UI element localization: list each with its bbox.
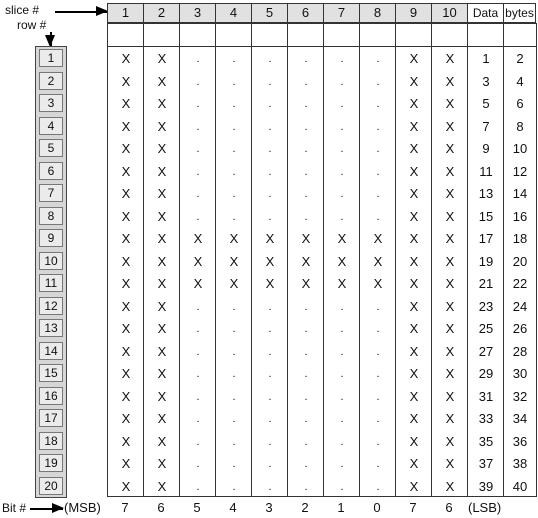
bit-cell: . xyxy=(268,323,272,335)
bit-cell: . xyxy=(232,143,236,155)
byte-number-cell: 32 xyxy=(512,388,528,404)
bit-cell: . xyxy=(340,143,344,155)
bit-cell: . xyxy=(268,165,272,178)
bit-cell: . xyxy=(268,143,272,155)
bit-cell: X xyxy=(121,73,131,89)
bit-cell: X xyxy=(157,478,167,494)
bit-number: 4 xyxy=(229,500,237,515)
slice-header-cell: 7 xyxy=(323,3,360,23)
bit-cell: X xyxy=(445,343,455,359)
bit-cell: X xyxy=(121,51,131,66)
bit-cell: X xyxy=(121,298,131,314)
bit-cell: X xyxy=(157,73,167,89)
bit-cell: X xyxy=(445,141,455,156)
bit-cell: X xyxy=(157,96,167,111)
bit-cell: . xyxy=(304,345,308,358)
bit-cell: . xyxy=(268,345,272,358)
byte-number-cell: 26 xyxy=(512,321,528,336)
bit-number: 3 xyxy=(265,500,273,515)
bit-cell: . xyxy=(376,210,380,223)
bit-cell: . xyxy=(196,53,200,65)
bit-cell: X xyxy=(445,321,455,336)
slice-label: slice # xyxy=(5,3,40,17)
bit-cell: X xyxy=(121,163,131,179)
bit-cell: X xyxy=(157,208,167,224)
byte-number-cell: 4 xyxy=(516,73,524,89)
bit-cell: . xyxy=(304,435,308,448)
byte-number-cell: 3 xyxy=(482,73,490,89)
bit-cell: . xyxy=(340,165,344,178)
bit-cell: X xyxy=(409,208,419,224)
bit-cell: . xyxy=(268,390,272,403)
bit-cell: X xyxy=(445,276,455,291)
slice-arrow-icon xyxy=(55,11,107,13)
bit-cell: X xyxy=(121,208,131,224)
bit-cell: X xyxy=(121,433,131,449)
bit-cell: . xyxy=(196,300,200,313)
bit-cell: X xyxy=(121,343,131,359)
bit-cell: X xyxy=(445,231,455,246)
row-number-cell: 19 xyxy=(39,454,63,472)
bit-cell: X xyxy=(157,321,167,336)
row-number-cell: 4 xyxy=(39,117,63,135)
bit-number: 6 xyxy=(445,500,453,515)
bit-cell: . xyxy=(268,210,272,223)
bit-cell: . xyxy=(196,98,200,110)
bit-cell: . xyxy=(376,413,380,425)
row-number-cell: 12 xyxy=(39,297,63,315)
row-label: row # xyxy=(17,18,47,32)
bit-cell: X xyxy=(409,321,419,336)
slice-header-cell: 2 xyxy=(143,3,180,23)
bit-cell: X xyxy=(157,298,167,314)
byte-number-cell: 38 xyxy=(512,456,528,471)
bit-cell: X xyxy=(445,411,455,426)
slice-header-cell: 4 xyxy=(215,3,252,23)
byte-number-cell: 20 xyxy=(512,253,528,269)
byte-number-cell: 12 xyxy=(512,163,528,179)
bit-number: 6 xyxy=(157,500,165,515)
msb-label: (MSB) xyxy=(64,500,101,515)
bit-cell: . xyxy=(196,165,200,178)
row-number-cell: 2 xyxy=(39,72,63,90)
bit-cell: . xyxy=(304,480,308,493)
bit-cell: . xyxy=(304,53,308,65)
bit-cell: X xyxy=(157,456,167,471)
bit-cell: . xyxy=(196,75,200,88)
byte-number-cell: 2 xyxy=(516,51,524,66)
bit-cell: X xyxy=(121,253,131,269)
row-number-cell: 9 xyxy=(39,229,63,247)
bit-cell: X xyxy=(373,276,383,291)
bit-cell: . xyxy=(340,120,344,133)
bit-cell: X xyxy=(121,118,131,134)
byte-number-cell: 9 xyxy=(482,141,490,156)
byte-number-cell: 17 xyxy=(478,231,494,246)
bit-cell: . xyxy=(232,53,236,65)
bit-cell: . xyxy=(340,413,344,425)
bit-cell: . xyxy=(304,368,308,380)
byte-number-cell: 28 xyxy=(512,343,528,359)
bit-cell: X xyxy=(409,73,419,89)
bit-number: 7 xyxy=(409,500,417,515)
bit-cell: . xyxy=(268,458,272,470)
bit-cell: . xyxy=(232,458,236,470)
bit-cell: X xyxy=(409,253,419,269)
bit-cell: X xyxy=(337,253,347,269)
bit-cell: X xyxy=(301,276,311,291)
bit-cell: . xyxy=(376,165,380,178)
row-number-cell: 5 xyxy=(39,139,63,157)
bit-cell: . xyxy=(232,435,236,448)
slice-header-cell: 6 xyxy=(287,3,324,23)
bit-cell: . xyxy=(376,435,380,448)
bit-cell: . xyxy=(196,390,200,403)
bit-cell: . xyxy=(340,53,344,65)
bit-cell: X xyxy=(157,118,167,134)
bit-cell: X xyxy=(157,253,167,269)
bit-cell: . xyxy=(340,390,344,403)
bit-cell: X xyxy=(157,231,167,246)
byte-number-cell: 18 xyxy=(512,231,528,246)
bit-cell: . xyxy=(304,98,308,110)
bit-cell: X xyxy=(121,141,131,156)
bit-number-row xyxy=(107,500,467,516)
bit-arrow-icon xyxy=(30,508,63,510)
byte-number-cell: 25 xyxy=(478,321,494,336)
row-number-cell: 7 xyxy=(39,184,63,202)
bit-cell: X xyxy=(445,163,455,179)
bit-cell: . xyxy=(376,98,380,110)
slice-header-cell: 8 xyxy=(359,3,396,23)
bit-cell: . xyxy=(304,120,308,133)
bit-cell: . xyxy=(196,143,200,155)
bit-cell: X xyxy=(229,253,239,269)
bit-cell: . xyxy=(196,458,200,470)
byte-number-cell: 11 xyxy=(479,163,493,179)
bit-cell: X xyxy=(409,231,419,246)
bit-cell: . xyxy=(196,480,200,493)
bit-cell: X xyxy=(337,231,347,246)
bit-cell: X xyxy=(445,456,455,471)
row-number-column xyxy=(35,46,67,498)
bit-cell: . xyxy=(268,300,272,313)
bit-cell: X xyxy=(445,388,455,404)
row-number-cell: 1 xyxy=(39,49,63,67)
row-number-cell: 13 xyxy=(39,319,63,337)
bit-cell: . xyxy=(376,300,380,313)
bit-cell: . xyxy=(304,143,308,155)
bit-cell: X xyxy=(409,478,419,494)
byte-number-cell: 37 xyxy=(478,456,494,471)
bit-cell: . xyxy=(232,188,236,200)
bit-cell: X xyxy=(445,478,455,494)
bit-cell: X xyxy=(373,253,383,269)
bit-cell: . xyxy=(232,323,236,335)
bit-cell: X xyxy=(445,51,455,66)
row-number-cell: 8 xyxy=(39,207,63,225)
bit-cell: . xyxy=(340,323,344,335)
byte-number-cell: 7 xyxy=(482,118,490,134)
byte-number-cell: 16 xyxy=(512,208,528,224)
byte-number-cell: 35 xyxy=(478,433,494,449)
row-divider xyxy=(108,46,536,47)
bit-cell: . xyxy=(232,390,236,403)
bit-cell: X xyxy=(445,73,455,89)
bit-cell: X xyxy=(157,366,167,381)
bit-cell: . xyxy=(376,458,380,470)
bit-cell: . xyxy=(232,413,236,425)
bit-cell: . xyxy=(376,53,380,65)
bit-cell: X xyxy=(445,298,455,314)
bit-cell: . xyxy=(340,210,344,223)
bit-cell: X xyxy=(157,343,167,359)
bit-cell: . xyxy=(196,345,200,358)
byte-number-cell: 39 xyxy=(478,478,494,494)
byte-number-cell: 14 xyxy=(512,186,528,201)
slice-header-cell: 1 xyxy=(107,3,144,23)
bit-cell: X xyxy=(193,231,203,246)
bit-number: 0 xyxy=(373,500,381,515)
bit-cell: . xyxy=(232,120,236,133)
slice-header-cell: Data xyxy=(467,3,504,23)
byte-number-cell: 36 xyxy=(512,433,528,449)
bit-cell: . xyxy=(340,98,344,110)
bit-cell: . xyxy=(340,368,344,380)
bit-cell: . xyxy=(376,75,380,88)
bit-cell: X xyxy=(373,231,383,246)
bit-cell: . xyxy=(196,368,200,380)
bit-cell: . xyxy=(232,75,236,88)
byte-number-cell: 40 xyxy=(512,478,528,494)
bit-cell: X xyxy=(409,298,419,314)
byte-number-cell: 30 xyxy=(512,366,528,381)
bit-cell: . xyxy=(232,210,236,223)
row-number-cell: 6 xyxy=(39,162,63,180)
bit-cell: X xyxy=(193,253,203,269)
bit-cell: . xyxy=(376,188,380,200)
row-number-cell: 15 xyxy=(39,364,63,382)
bit-cell: . xyxy=(268,98,272,110)
bit-cell: X xyxy=(409,411,419,426)
bit-cell: X xyxy=(157,411,167,426)
slice-header-cell: 3 xyxy=(179,3,216,23)
bit-cell: . xyxy=(232,480,236,493)
bit-cell: . xyxy=(268,188,272,200)
row-number-cell: 18 xyxy=(39,432,63,450)
bit-cell: X xyxy=(121,366,131,381)
bit-cell: . xyxy=(232,368,236,380)
bit-cell: X xyxy=(445,186,455,201)
bit-cell: X xyxy=(409,141,419,156)
bit-cell: . xyxy=(232,300,236,313)
bit-cell: X xyxy=(409,163,419,179)
bit-cell: X xyxy=(121,276,131,291)
slice-header xyxy=(107,3,535,23)
slice-header-cell: 5 xyxy=(251,3,288,23)
bit-number: 5 xyxy=(193,500,201,515)
bit-cell: X xyxy=(121,456,131,471)
bit-cell: . xyxy=(304,165,308,178)
bit-cell: X xyxy=(265,253,275,269)
byte-number-cell: 31 xyxy=(478,388,494,404)
bit-cell: . xyxy=(304,210,308,223)
bit-cell: X xyxy=(121,321,131,336)
byte-number-cell: 6 xyxy=(516,96,524,111)
row-number-cell: 17 xyxy=(39,409,63,427)
bit-cell: . xyxy=(304,413,308,425)
bit-cell: . xyxy=(340,345,344,358)
bit-cell: X xyxy=(445,433,455,449)
slice-header-cell: 10 xyxy=(431,3,468,23)
byte-number-cell: 1 xyxy=(482,51,490,66)
byte-number-cell: 27 xyxy=(478,343,494,359)
bit-cell: . xyxy=(268,53,272,65)
bit-cell: X xyxy=(121,186,131,201)
bit-cell: . xyxy=(304,323,308,335)
bit-cell: X xyxy=(445,253,455,269)
bit-cell: . xyxy=(304,390,308,403)
byte-number-cell: 29 xyxy=(478,366,494,381)
bit-cell: . xyxy=(340,75,344,88)
bit-cell: X xyxy=(157,141,167,156)
bit-number: 2 xyxy=(301,500,309,515)
bit-cell: X xyxy=(409,456,419,471)
bit-cell: X xyxy=(121,388,131,404)
bit-cell: X xyxy=(445,366,455,381)
bit-cell: X xyxy=(445,118,455,134)
bit-cell: X xyxy=(121,96,131,111)
bit-number: 1 xyxy=(337,500,345,515)
byte-number-cell: 34 xyxy=(512,411,528,426)
byte-number-cell: 21 xyxy=(478,276,494,291)
bit-cell: X xyxy=(157,276,167,291)
bit-cell: X xyxy=(301,231,311,246)
bit-cell: . xyxy=(196,120,200,133)
bit-cell: . xyxy=(196,210,200,223)
byte-number-cell: 10 xyxy=(512,141,528,156)
bit-cell: X xyxy=(409,51,419,66)
bit-cell: X xyxy=(445,96,455,111)
bit-cell: X xyxy=(229,276,239,291)
bit-cell: X xyxy=(445,208,455,224)
lsb-label: (LSB) xyxy=(468,500,502,515)
bit-cell: . xyxy=(376,480,380,493)
bit-cell: . xyxy=(376,368,380,380)
bit-cell: X xyxy=(157,163,167,179)
bit-cell: . xyxy=(340,188,344,200)
byte-number-cell: 13 xyxy=(478,186,494,201)
bit-cell: . xyxy=(340,480,344,493)
bit-cell: . xyxy=(196,323,200,335)
bit-cell: X xyxy=(121,478,131,494)
row-number-cell: 20 xyxy=(39,477,63,495)
bit-cell: X xyxy=(157,186,167,201)
bit-cell: X xyxy=(409,276,419,291)
bit-cell: X xyxy=(409,366,419,381)
bit-cell: X xyxy=(229,231,239,246)
bit-cell: . xyxy=(304,75,308,88)
bit-cell: X xyxy=(121,411,131,426)
bit-cell: . xyxy=(376,390,380,403)
bit-cell: . xyxy=(304,188,308,200)
bit-cell: . xyxy=(268,435,272,448)
bit-cell: . xyxy=(232,98,236,110)
slice-header-cell: bytes xyxy=(503,3,536,23)
bit-cell: . xyxy=(268,75,272,88)
bit-cell: . xyxy=(340,435,344,448)
bit-cell: . xyxy=(376,120,380,133)
bit-cell: X xyxy=(121,231,131,246)
row-number-cell: 3 xyxy=(39,94,63,112)
byte-number-cell: 22 xyxy=(512,276,528,291)
bit-grid xyxy=(107,23,537,497)
row-number-cell: 10 xyxy=(39,252,63,270)
bit-cell: X xyxy=(409,118,419,134)
bit-cell: . xyxy=(196,435,200,448)
bit-cell: X xyxy=(409,343,419,359)
bit-cell: . xyxy=(376,345,380,358)
row-number-cell: 16 xyxy=(39,387,63,405)
bit-cell: . xyxy=(340,300,344,313)
row-number-cell: 11 xyxy=(39,274,63,292)
bit-cell: X xyxy=(301,253,311,269)
bit-cell: . xyxy=(268,368,272,380)
bit-cell: . xyxy=(268,120,272,133)
bit-cell: X xyxy=(157,388,167,404)
bit-cell: . xyxy=(268,480,272,493)
bit-cell: . xyxy=(304,458,308,470)
bit-cell: X xyxy=(409,388,419,404)
bit-cell: . xyxy=(376,143,380,155)
bit-cell: . xyxy=(304,300,308,313)
byte-number-cell: 5 xyxy=(482,96,490,111)
bit-cell: X xyxy=(193,276,203,291)
bit-cell: . xyxy=(232,345,236,358)
bit-cell: X xyxy=(157,433,167,449)
bit-cell: X xyxy=(409,96,419,111)
byte-number-cell: 33 xyxy=(478,411,494,426)
bit-cell: X xyxy=(409,433,419,449)
bit-number: 7 xyxy=(121,500,129,515)
bit-cell: X xyxy=(265,276,275,291)
row-number-cell: 14 xyxy=(39,342,63,360)
bit-cell: X xyxy=(337,276,347,291)
bit-cell: . xyxy=(196,188,200,200)
bit-cell: . xyxy=(232,165,236,178)
byte-number-cell: 24 xyxy=(512,298,528,314)
bit-cell: . xyxy=(376,323,380,335)
row-arrow-icon xyxy=(50,32,52,46)
byte-number-cell: 8 xyxy=(516,118,524,134)
bit-cell: . xyxy=(196,413,200,425)
bit-cell: . xyxy=(268,413,272,425)
bit-label: Bit # xyxy=(2,501,27,515)
slice-header-cell: 9 xyxy=(395,3,432,23)
byte-number-cell: 23 xyxy=(478,298,494,314)
bit-cell: X xyxy=(409,186,419,201)
bit-cell: . xyxy=(340,458,344,470)
byte-number-cell: 19 xyxy=(478,253,494,269)
byte-number-cell: 15 xyxy=(478,208,494,224)
bit-cell: X xyxy=(157,51,167,66)
bit-cell: X xyxy=(265,231,275,246)
